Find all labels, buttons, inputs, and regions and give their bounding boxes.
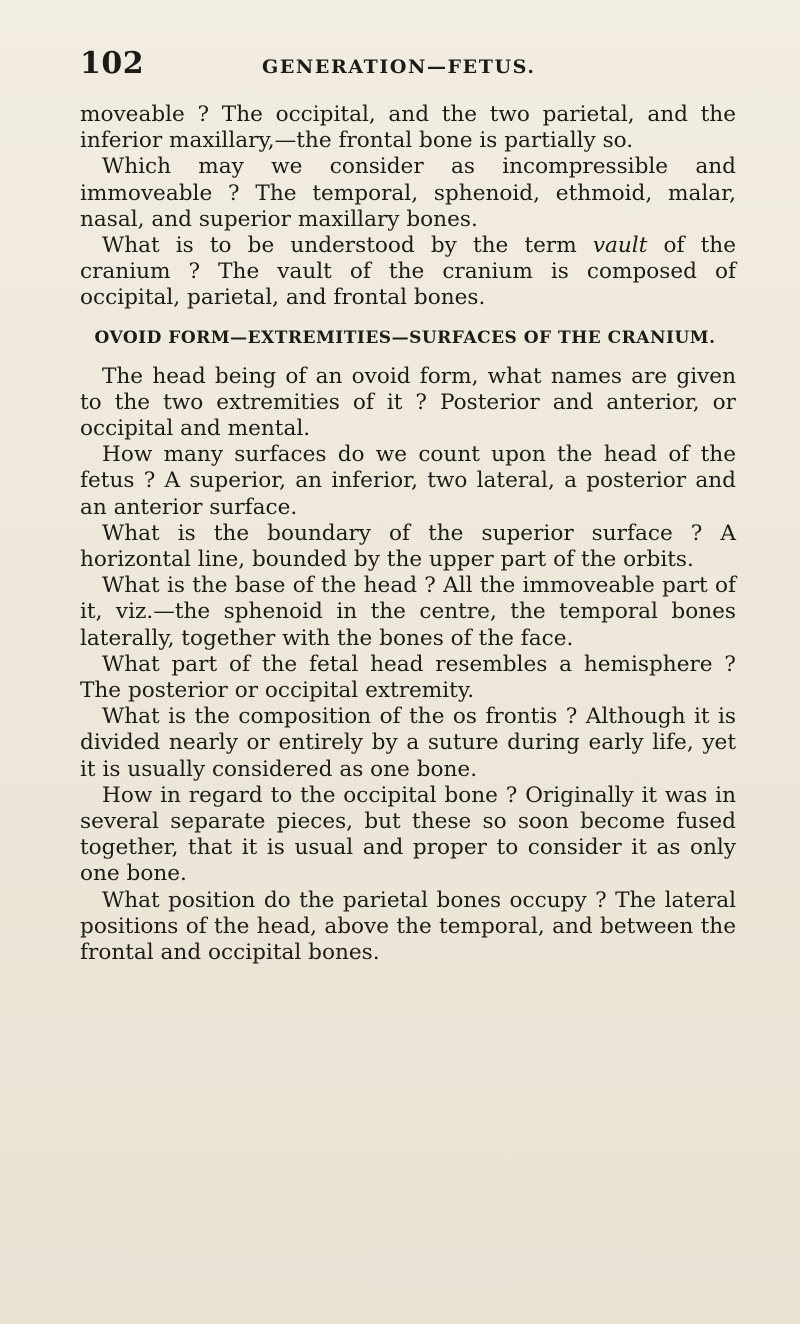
paragraph: What part of the fetal head resembles a hemisphere ? The posterior or occipital extremity.: [80, 651, 736, 704]
paragraph: [80, 233, 736, 312]
paragraph: What is the boundary of the superior surface ? A horizontal line, bounded by the upper part of the orbits.: [80, 520, 736, 573]
section-heading: OVOID FORM—EXTREMITIES—SURFACES OF THE CRANIUM.: [94, 327, 716, 348]
body-text: [80, 102, 736, 966]
italic-term: vault: [592, 233, 648, 259]
paragraph: The head being of an ovoid form, what names are given to the two extremities of it ? Posterior and anterior, or occipital and mental.: [80, 363, 736, 442]
page-number: 102: [80, 46, 145, 81]
paragraph: How in regard to the occipital bone ? Originally it was in several separate pieces, but these so soon become fused together, that it is usual and proper to consider it as only one bone.: [80, 782, 736, 887]
paragraph-text: of the cranium ? The vault of the cranium is composed of occipital, parietal, and frontal bones.: [80, 233, 736, 311]
paragraph: Which may we consider as incompressible and immoveable ? The temporal, sphenoid, ethmoid, malar, nasal, and superior maxillary bones.: [80, 154, 736, 232]
paragraph: How many surfaces do we count upon the head of the fetus ? A superior, an inferior, two lateral, a posterior and an anterior surface.: [80, 442, 736, 520]
paragraph: moveable ? The occipital, and the two parietal, and the inferior maxillary,—the frontal bone is partially so.: [80, 102, 736, 154]
paragraph: What is the base of the head ? All the immoveable part of it, viz.—the sphenoid in the centre, the temporal bones laterally, together with the bones of the face.: [80, 573, 736, 651]
paragraph: What position do the parietal bones occupy ? The lateral positions of the head, above the temporal, and between the frontal and occipital bones.: [80, 887, 736, 966]
paragraph: What is the composition of the os frontis ? Although it is divided nearly or entirely by a suture during early life, yet it is usually considered as one bone.: [80, 704, 736, 782]
paragraph-text: What is to be understood by the term: [102, 233, 593, 259]
page-header: [0, 46, 800, 86]
running-title: GENERATION—FETUS.: [262, 56, 536, 78]
